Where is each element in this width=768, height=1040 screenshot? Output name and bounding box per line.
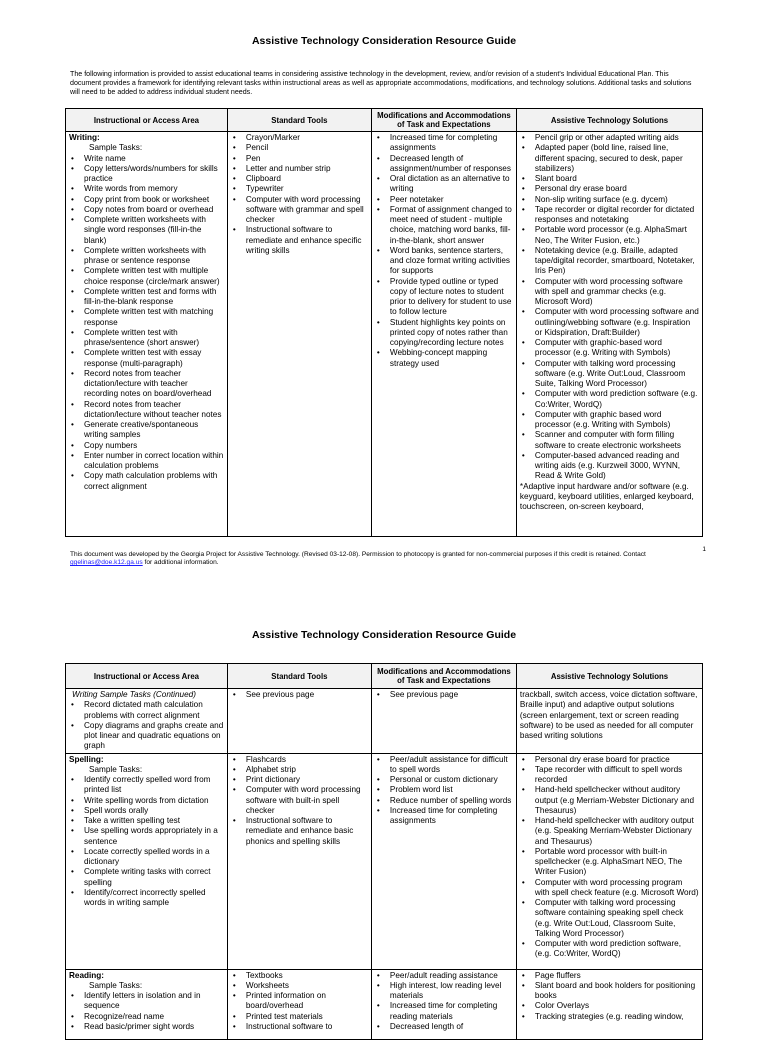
task-item: • Complete written worksheets with single word responses (fill-in-the blank) [69,215,224,246]
modification-item: • High interest, low reading level materials [375,981,513,1002]
task-item: • Enter number in correct location within calculation problems [69,451,224,472]
tool-item: • Instructional software to remediate and enhance specific writing skills [231,225,368,256]
spelling-area-cell [66,753,228,969]
writing-cont-solutions-cell [516,689,702,754]
tool-item: • Computer with word processing software with grammar and spell checker [231,195,368,226]
modification-item: • Peer/adult assistance for difficult to spell words [375,755,513,776]
category-label: Writing: [69,133,100,142]
task-item: • Use spelling words appropriately in a sentence [69,826,224,847]
writing-tools-cell [227,132,371,537]
modification-item: • Student highlights key points on printed copy of notes rather than copying/recording lecture notes [375,318,513,349]
footer-tail: for additional information. [144,559,219,567]
task-item: • Complete written test with essay response (multi-paragraph) [69,348,224,369]
solution-item: • Slant board [520,174,699,184]
tool-item: • Pen [231,154,368,164]
tool-item: • Letter and number strip [231,164,368,174]
solution-item: • Color Overlays [520,1001,699,1011]
task-item: • Recognize/read name [69,1012,224,1022]
task-item: • Write spelling words from dictation [69,796,224,806]
solution-item: • Slant board and book holders for positioning books [520,981,699,1002]
solution-item: • Adapted paper (bold line, raised line, different spacing, secured to desk, paper stabilizers) [520,143,699,174]
tool-item: • Printed test materials [231,1012,368,1022]
solution-item: • Computer with word prediction software (e.g. Co:Writer, WordQ) [520,389,699,410]
task-item: • Generate creative/spontaneous writing samples [69,420,224,441]
task-list [69,775,224,908]
spelling-modifications-cell [371,753,516,969]
reading-tools-cell [227,969,371,1039]
task-item: • Identify/correct incorrectly spelled words in writing sample [69,888,224,909]
task-item: • Complete written test and forms with fill-in-the-blank response [69,287,224,308]
page-number: 1 [702,546,706,553]
task-item: • Complete written test with multiple choice response (circle/mark answer) [69,266,224,287]
header-solutions: Assistive Technology Solutions [516,664,702,689]
intro-paragraph: The following information is provided to assist educational teams in considering assistive technology in the development, review, and/or revision of a student's Individual Educational Plan. This document provides a framework for identifying relevant tasks within instructional areas as well as appropriate accommodations, modifications, and technology solutions. Additional tasks and solutions will need to be added to address individual student needs. [70,70,692,97]
modification-item: • Oral dictation as an alternative to writing [375,174,513,195]
resource-table-page2 [65,663,703,1040]
page-title: Assistive Technology Consideration Resource Guide [251,35,517,47]
task-item: • Complete writing tasks with correct spelling [69,867,224,888]
modifications-list [375,133,513,369]
writing-cont-tools-cell [227,689,371,754]
header-solutions: Assistive Technology Solutions [516,109,702,132]
header-tools: Standard Tools [227,109,371,132]
spelling-tools-cell [227,753,371,969]
header-modifications: Modifications and Accommodations of Task and Expectations [371,109,516,132]
task-item: • Record notes from teacher dictation/lecture with teacher recording notes on board/overhead [69,369,224,400]
task-item: • Identify correctly spelled word from printed list [69,775,224,796]
tools-list [231,755,368,847]
task-item: • Copy numbers [69,441,224,451]
category-label: Reading: [69,970,105,980]
task-item: • Complete written test with matching response [69,307,224,328]
task-list [69,154,224,492]
modification-item: • Decreased length of assignment/number of responses [375,154,513,175]
solutions-continued-text: trackball, switch access, voice dictation software, Braille input) and adaptive output solutions (screen enlargement, text or screen reading software) to be used as needed for all computer based writing solutions [519,690,698,740]
tools-list [231,690,368,700]
tool-item: • Instructional software to remediate and enhance basic phonics and spelling skills [231,816,368,847]
solutions-list [520,755,699,960]
modifications-list [375,971,513,1033]
modification-item: • Peer/adult reading assistance [375,971,513,981]
solution-item: • Computer with graphic based word processor (e.g. Writing with Symbols) [520,410,699,431]
tool-item: • See previous page [231,690,368,700]
solution-item: • Computer with word processing software and outlining/webbing software (e.g. Inspiration or Kidspiration, Draft:Builder) [520,307,699,338]
writing-solutions-cell [516,132,702,537]
modification-item: • Personal or custom dictionary [375,775,513,785]
task-item: • Complete written worksheets with phrase or sentence response [69,246,224,267]
modification-item: • Peer notetaker [375,195,513,205]
tool-item: • Clipboard [231,174,368,184]
solutions-note: *Adaptive input hardware and/or software (e.g. keyguard, keyboard utilities, enlarged keyboard, touchscreen, on-screen keyboard, [519,481,694,511]
task-item: • Copy diagrams and graphs create and plot linear and quadratic equations on graph [69,721,224,752]
solution-item: • Tracking strategies (e.g. reading window, [520,1012,699,1022]
continued-label: Writing Sample Tasks (Continued) [72,690,196,699]
tools-list [231,133,368,256]
task-item: • Record notes from teacher dictation/lecture without teacher notes [69,400,224,421]
modification-item: • Webbing-concept mapping strategy used [375,348,513,369]
solution-item: • Hand-held spellchecker with auditory output (e.g. Speaking Merriam-Webster Dictionary and Thesaurus) [520,816,699,847]
tool-item: • Computer with word processing software with built-in spell checker [231,785,368,816]
solutions-list [520,133,699,482]
task-item: • Identify letters in isolation and in sequence [69,991,224,1012]
category-label: Spelling: [69,754,104,764]
header-modifications: Modifications and Accommodations of Task and Expectations [371,664,516,689]
sample-tasks-label: Sample Tasks: [89,980,143,990]
tool-item: • Crayon/Marker [231,133,368,143]
solution-item: • Portable word processor (e.g. AlphaSmart Neo, The Writer Fusion, etc.) [520,225,699,246]
solution-item: • Non-slip writing surface (e.g. dycem) [520,195,699,205]
solution-item: • Tape recorder with difficult to spell words recorded [520,765,699,786]
footer-text: This document was developed by the Georgia Project for Assistive Technology. (Revised 03-12-08). Permission to photocopy is granted for non-commercial purposes if this credit is retained. Contact [70,551,646,558]
task-item: • Locate correctly spelled words in a dictionary [69,847,224,868]
modification-item: • Reduce number of spelling words [375,796,513,806]
reading-area-cell [66,969,228,1039]
header-area: Instructional or Access Area [66,109,228,132]
tool-item: • Print dictionary [231,775,368,785]
solutions-list [520,971,699,1022]
solution-item: • Computer with word prediction software, (e.g. Co:Writer, WordQ) [520,939,699,960]
solution-item: • Personal dry erase board [520,184,699,194]
solution-item: • Page fluffers [520,971,699,981]
tool-item: • Typewriter [231,184,368,194]
task-item: • Read basic/primer sight words [69,1022,224,1032]
task-item: • Write words from memory [69,184,224,194]
spelling-solutions-cell [516,753,702,969]
sample-tasks-label: Sample Tasks: [89,143,143,153]
solution-item: • Computer with talking word processing software containing speaking spell check (e.g. Write Out:Loud, Classroom Suite, Talking Word Processor) [520,898,699,939]
task-item: • Take a written spelling test [69,816,224,826]
tool-item: • Alphabet strip [231,765,368,775]
modification-item: • Increased time for completing assignments [375,133,513,154]
sample-tasks-label: Sample Tasks: [89,764,143,774]
solution-item: • Hand-held spellchecker without auditory output (e.g Merriam-Webster Dictionary and Thesaurus) [520,785,699,816]
writing-cont-modifications-cell [371,689,516,754]
modification-item: • Decreased length of [375,1022,513,1032]
task-item: • Copy print from book or worksheet [69,195,224,205]
tool-item: • Instructional software to [231,1022,368,1032]
solution-item: • Computer with word processing software with spell and grammar checks (e.g. Microsoft Word) [520,277,699,308]
tool-item: • Pencil [231,143,368,153]
header-tools: Standard Tools [227,664,371,689]
solution-item: • Notetaking device (e.g. Braille, adapted tape/digital recorder, smartboard, Notetaker, Iris Pen) [520,246,699,277]
task-list [69,700,224,751]
page-title-2: Assistive Technology Consideration Resource Guide [251,629,517,641]
modification-item: • See previous page [375,690,513,700]
writing-modifications-cell [371,132,516,537]
solution-item: • Tape recorder or digital recorder for dictated responses and notetaking [520,205,699,226]
modifications-list [375,755,513,827]
reading-solutions-cell [516,969,702,1039]
reading-modifications-cell [371,969,516,1039]
solution-item: • Computer with word processing program with spell check feature (e.g. Microsoft Word) [520,878,699,899]
resource-table-page1 [65,108,703,537]
task-item: • Complete written test with phrase/sentence (short answer) [69,328,224,349]
tool-item: • Textbooks [231,971,368,981]
solution-item: • Pencil grip or other adapted writing aids [520,133,699,143]
writing-cont-area-cell [66,689,228,754]
task-item: • Copy letters/words/numbers for skills practice [69,164,224,185]
solution-item: • Personal dry erase board for practice [520,755,699,765]
modification-item: • Word banks, sentence starters, and cloze format writing activities for supports [375,246,513,277]
tool-item: • Flashcards [231,755,368,765]
solution-item: • Portable word processor with built-in spellchecker (e.g. AlphaSmart NEO, The Writer Fusion) [520,847,699,878]
task-item: • Record dictated math calculation problems with correct alignment [69,700,224,721]
modification-item: • Provide typed outline or typed copy of lecture notes to student prior to delivery for student to use to follow lecture [375,277,513,318]
tool-item: • Worksheets [231,981,368,991]
contact-email-link[interactable]: ggelinas@doe.k12.ga.us [70,559,143,567]
task-item: • Copy notes from board or overhead [69,205,224,215]
tools-list [231,971,368,1033]
writing-area-cell [66,132,228,537]
task-list [69,991,224,1032]
tool-item: • Printed information on board/overhead [231,991,368,1012]
solution-item: • Computer with talking word processing software (e.g. Write Out:Loud, Classroom Suite, Talking Word Processor) [520,359,699,390]
solution-item: • Scanner and computer with form filling software to create electronic worksheets [520,430,699,451]
modification-item: • Increased time for completing reading materials [375,1001,513,1022]
modification-item: • Format of assignment changed to meet need of student - multiple choice, matching word banks, fill-in-the-blank, short answer [375,205,513,246]
solution-item: • Computer-based advanced reading and writing aids (e.g. Kurzweil 3000, WYNN, Read & Write Gold) [520,451,699,482]
modification-item: • Increased time for completing assignments [375,806,513,827]
task-item: • Write name [69,154,224,164]
modifications-list [375,690,513,700]
footer [70,546,706,568]
header-area: Instructional or Access Area [66,664,228,689]
solution-item: • Computer with graphic-based word processor (e.g. Writing with Symbols) [520,338,699,359]
task-item: • Spell words orally [69,806,224,816]
task-item: • Copy math calculation problems with correct alignment [69,471,224,492]
modification-item: • Problem word list [375,785,513,795]
